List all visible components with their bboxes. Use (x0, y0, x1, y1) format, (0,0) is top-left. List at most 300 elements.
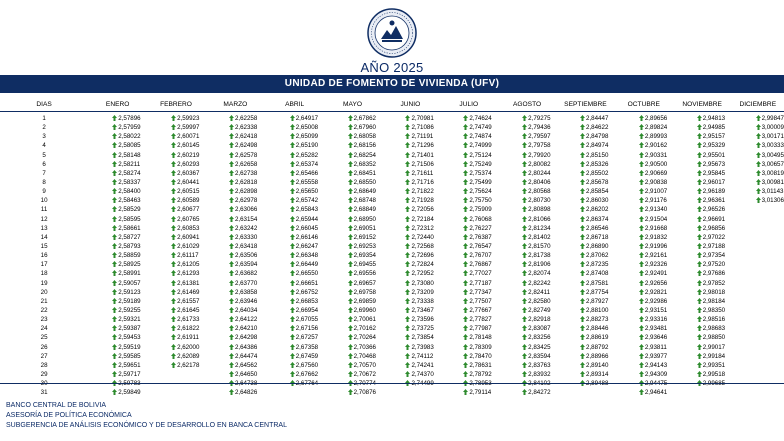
arrow-up-icon (405, 325, 410, 331)
arrow-up-icon (522, 353, 527, 359)
ufv-value: 2,74112 (411, 352, 434, 360)
ufv-cell (498, 288, 556, 297)
ufv-value-cell (266, 188, 318, 195)
ufv-value: 2,96017 (702, 179, 726, 187)
ufv-cell (205, 306, 266, 315)
ufv-value: 2,91668 (644, 224, 668, 232)
ufv-value-cell (205, 133, 257, 140)
arrow-up-icon (697, 234, 702, 240)
ufv-cell (88, 251, 147, 260)
ufv-value-cell (88, 170, 140, 177)
ufv-cell (205, 343, 266, 352)
arrow-up-icon (290, 188, 295, 194)
ufv-value: 2,68156 (353, 142, 376, 150)
ufv-value: 2,83932 (528, 371, 551, 378)
arrow-up-icon (171, 225, 176, 231)
arrow-up-icon (639, 152, 644, 158)
ufv-value: 3,00009 (761, 124, 784, 132)
ufv-value: 2,69455 (353, 261, 376, 269)
ufv-value: 2,63242 (234, 224, 258, 232)
ufv-cell (266, 288, 324, 297)
arrow-up-icon (522, 270, 527, 276)
ufv-value-cell (439, 225, 491, 232)
ufv-value-cell (498, 206, 550, 213)
ufv-value-cell (615, 344, 667, 351)
arrow-up-icon (171, 152, 176, 158)
table-row (0, 279, 784, 288)
ufv-value-cell (324, 152, 376, 159)
ufv-cell (147, 233, 205, 242)
arrow-up-icon (697, 280, 702, 286)
ufv-value-cell (673, 170, 725, 177)
ufv-value-cell (205, 170, 257, 177)
arrow-up-icon (348, 225, 353, 231)
ufv-cell (205, 315, 266, 324)
ufv-value: 2,76867 (469, 261, 492, 269)
ufv-cell (205, 215, 266, 224)
arrow-up-icon (290, 161, 295, 167)
arrow-up-icon (580, 188, 585, 194)
arrow-up-icon (697, 152, 702, 158)
ufv-value: 2,96361 (702, 197, 726, 205)
arrow-up-icon (229, 252, 234, 258)
arrow-up-icon (405, 362, 410, 368)
ufv-value-cell (615, 133, 667, 140)
ufv-value: 2,70366 (353, 343, 376, 351)
ufv-value: 2,68748 (353, 197, 376, 205)
ufv-cell (498, 141, 556, 150)
ufv-value: 2,75249 (469, 160, 492, 168)
ufv-value: 2,84622 (586, 124, 609, 132)
ufv-value: 2,68649 (353, 188, 376, 196)
ufv-cell (324, 260, 382, 269)
day-number: 11 (40, 206, 48, 214)
ufv-value-cell (615, 316, 667, 323)
arrow-up-icon (463, 234, 468, 240)
ufv-value: 2,66449 (295, 261, 319, 269)
ufv-cell (732, 251, 784, 260)
arrow-up-icon (463, 206, 468, 212)
ufv-value: 2,81234 (528, 224, 551, 232)
ufv-value: 2,62418 (234, 133, 258, 141)
ufv-cell (732, 324, 784, 333)
ufv-cell (498, 260, 556, 269)
ufv-value-cell (266, 362, 318, 369)
ufv-value: 2,58211 (118, 160, 141, 168)
ufv-value: 2,77027 (469, 270, 492, 278)
ufv-cell (615, 205, 673, 214)
table-row (0, 297, 784, 306)
ufv-cell (324, 269, 382, 278)
ufv-value-cell (88, 142, 140, 149)
arrow-up-icon (348, 270, 353, 276)
ufv-cell (439, 169, 498, 178)
ufv-value: 2,85326 (586, 160, 609, 168)
ufv-value: 2,81066 (528, 215, 551, 223)
ufv-cell (556, 269, 615, 278)
ufv-cell (439, 297, 498, 306)
ufv-value: 2,70162 (353, 325, 376, 333)
ufv-value-cell (147, 188, 199, 195)
arrow-up-icon (348, 124, 353, 130)
ufv-value: 2,86202 (586, 206, 609, 214)
ufv-cell (205, 151, 266, 160)
ufv-value: 2,82580 (528, 297, 551, 305)
arrow-up-icon (639, 142, 644, 148)
ufv-value-cell (556, 307, 608, 314)
ufv-value: 2,86890 (586, 243, 609, 251)
arrow-up-icon (348, 371, 353, 377)
ufv-value: 2,62498 (234, 142, 258, 150)
ufv-cell (732, 169, 784, 178)
ufv-cell (381, 324, 439, 333)
day-number: 18 (40, 270, 48, 278)
ufv-cell (147, 361, 205, 370)
table-row (0, 196, 784, 205)
ufv-cell (439, 141, 498, 150)
ufv-value: 2,78470 (469, 352, 492, 360)
arrow-up-icon (697, 344, 702, 350)
ufv-value: 2,67156 (295, 325, 319, 333)
arrow-up-icon (522, 307, 527, 313)
ufv-value: 2,84272 (528, 389, 551, 397)
arrow-up-icon (756, 161, 761, 167)
ufv-value: 2,61645 (177, 307, 200, 315)
ufv-value-cell (266, 270, 318, 277)
arrow-up-icon (697, 225, 702, 231)
ufv-cell (439, 288, 498, 297)
ufv-value: 2,87754 (586, 288, 609, 296)
ufv-cell (556, 343, 615, 352)
arrow-up-icon (580, 289, 585, 295)
ufv-cell (732, 269, 784, 278)
ufv-cell (615, 361, 673, 370)
arrow-up-icon (756, 197, 761, 203)
arrow-up-icon (348, 334, 353, 340)
ufv-value-cell (205, 179, 257, 186)
ufv-value-cell (381, 316, 433, 323)
ufv-value: 2,96189 (702, 188, 726, 196)
arrow-up-icon (697, 298, 702, 304)
ufv-value: 2,91176 (644, 197, 667, 205)
day-number: 13 (40, 224, 48, 232)
ufv-cell (615, 242, 673, 251)
day-number: 21 (40, 297, 48, 305)
ufv-value-cell (88, 270, 140, 277)
arrow-up-icon (112, 243, 117, 249)
ufv-cell (205, 196, 266, 205)
arrow-up-icon (112, 289, 117, 295)
ufv-value: 2,84798 (586, 133, 609, 141)
ufv-cell (556, 242, 615, 251)
ufv-cell (205, 112, 266, 124)
ufv-cell (88, 224, 147, 233)
ufv-value-cell (88, 161, 140, 168)
arrow-up-icon (405, 298, 410, 304)
arrow-up-icon (580, 216, 585, 222)
ufv-cell (498, 315, 556, 324)
arrow-up-icon (580, 307, 585, 313)
table-row (0, 132, 784, 141)
ufv-value-cell (205, 161, 257, 168)
ufv-value: 2,87408 (586, 270, 609, 278)
ufv-value-cell (324, 252, 376, 259)
ufv-value: 2,89140 (586, 361, 609, 369)
ufv-value: 2,65558 (295, 179, 319, 187)
ufv-value-cell (147, 270, 199, 277)
ufv-value-cell (556, 188, 608, 195)
ufv-value-cell (615, 142, 667, 149)
ufv-value: 2,63682 (234, 270, 258, 278)
arrow-up-icon (290, 179, 295, 185)
ufv-value: 3,01143 (761, 188, 784, 196)
arrow-up-icon (522, 152, 527, 158)
arrow-up-icon (290, 280, 295, 286)
ufv-value-cell (324, 316, 376, 323)
ufv-cell (498, 123, 556, 132)
arrow-up-icon (580, 124, 585, 130)
arrow-up-icon (229, 270, 234, 276)
ufv-value-cell (266, 344, 318, 351)
table-row (0, 123, 784, 132)
arrow-up-icon (171, 270, 176, 276)
ufv-value-cell (147, 170, 199, 177)
day-number: 15 (40, 243, 48, 251)
ufv-cell (381, 333, 439, 342)
ufv-value: 2,81738 (528, 252, 551, 260)
arrow-up-icon (522, 344, 527, 350)
ufv-value-cell (615, 289, 667, 296)
arrow-up-icon (112, 389, 117, 395)
ufv-value-cell (88, 362, 140, 369)
ufv-value: 2,97022 (702, 233, 726, 241)
ufv-value-cell (88, 307, 140, 314)
ufv-cell (147, 169, 205, 178)
arrow-up-icon (639, 325, 644, 331)
ufv-cell (324, 306, 382, 315)
ufv-cell (266, 315, 324, 324)
arrow-up-icon (290, 206, 295, 212)
ufv-value: 2,85678 (586, 179, 609, 187)
ufv-cell (381, 151, 439, 160)
ufv-cell (266, 260, 324, 269)
ufv-cell (324, 205, 382, 214)
ufv-value: 2,74624 (469, 115, 492, 123)
ufv-value: 2,99847 (761, 115, 784, 123)
ufv-value-cell (732, 170, 784, 177)
ufv-value: 2,59321 (118, 316, 141, 324)
ufv-value: 2,67257 (295, 334, 319, 342)
ufv-value-cell (381, 353, 433, 360)
ufv-value: 2,98683 (702, 325, 726, 333)
ufv-value-cell (439, 252, 491, 259)
ufv-value: 2,60219 (177, 151, 200, 159)
arrow-up-icon (522, 316, 527, 322)
ufv-value: 2,58148 (118, 151, 141, 159)
ufv-cell (381, 215, 439, 224)
ufv-value-cell (615, 206, 667, 213)
ufv-cell (324, 224, 382, 233)
ufv-cell (556, 361, 615, 370)
ufv-value-cell (324, 170, 376, 177)
ufv-value-cell (498, 216, 550, 223)
ufv-value: 2,58661 (118, 224, 141, 232)
ufv-cell (732, 242, 784, 251)
arrow-up-icon (697, 170, 702, 176)
ufv-cell (147, 123, 205, 132)
ufv-value: 2,89993 (644, 133, 668, 141)
ufv-value-cell (498, 234, 550, 241)
ufv-value-cell (498, 289, 550, 296)
arrow-up-icon (697, 362, 702, 368)
ufv-cell (324, 196, 382, 205)
arrow-up-icon (112, 371, 117, 377)
month-header-11: DICIEMBRE (732, 98, 784, 112)
ufv-cell (556, 205, 615, 214)
ufv-value-cell (266, 307, 318, 314)
ufv-value-cell (673, 353, 725, 360)
ufv-value: 2,58595 (118, 215, 141, 223)
ufv-value: 2,93481 (644, 325, 668, 333)
ufv-value-cell (205, 270, 257, 277)
ufv-value: 2,70672 (353, 371, 376, 378)
ufv-value: 2,78792 (469, 371, 492, 378)
ufv-cell (205, 324, 266, 333)
arrow-up-icon (290, 234, 295, 240)
ufv-cell (498, 324, 556, 333)
ufv-value: 2,66247 (295, 243, 319, 251)
ufv-cell (205, 352, 266, 361)
ufv-value: 2,67459 (295, 352, 319, 360)
ufv-value-cell (266, 280, 318, 287)
ufv-value: 2,79114 (469, 389, 492, 397)
ufv-cell (88, 388, 147, 397)
ufv-value-cell (498, 353, 550, 360)
ufv-value-cell (615, 353, 667, 360)
ufv-value: 2,86546 (586, 224, 609, 232)
ufv-value-cell (556, 289, 608, 296)
ufv-value-cell (205, 115, 257, 122)
ufv-value-cell (205, 188, 257, 195)
arrow-up-icon (290, 307, 295, 313)
ufv-value-cell (381, 124, 433, 131)
ufv-value-cell (266, 216, 318, 223)
ufv-value: 2,71611 (411, 169, 434, 177)
arrow-up-icon (112, 161, 117, 167)
ufv-cell (147, 315, 205, 324)
ufv-value-cell (498, 389, 550, 396)
ufv-cell (673, 333, 732, 342)
ufv-value-cell (673, 188, 725, 195)
ufv-cell (556, 288, 615, 297)
ufv-value-cell (147, 362, 199, 369)
ufv-cell (205, 123, 266, 132)
arrow-up-icon (522, 261, 527, 267)
ufv-cell (381, 123, 439, 132)
table-row (0, 269, 784, 278)
arrow-up-icon (112, 142, 117, 148)
ufv-cell (732, 352, 784, 361)
arrow-up-icon (697, 161, 702, 167)
ufv-cell (615, 141, 673, 150)
ufv-value: 2,65944 (295, 215, 319, 223)
arrow-up-icon (229, 124, 234, 130)
ufv-cell (439, 269, 498, 278)
arrow-up-icon (639, 344, 644, 350)
ufv-value: 2,91504 (644, 215, 668, 223)
ufv-cell (324, 187, 382, 196)
arrow-up-icon (580, 179, 585, 185)
arrow-up-icon (112, 170, 117, 176)
ufv-value-cell (381, 234, 433, 241)
ufv-value: 2,60293 (177, 160, 200, 168)
ufv-value-cell (266, 152, 318, 159)
ufv-value: 2,67358 (295, 343, 319, 351)
ufv-cell (147, 112, 205, 124)
ufv-value-cell (498, 142, 550, 149)
arrow-up-icon (348, 280, 353, 286)
ufv-value: 2,68058 (353, 133, 376, 141)
ufv-value: 2,66954 (295, 307, 319, 315)
ufv-value-cell (147, 316, 199, 323)
arrow-up-icon (405, 344, 410, 350)
ufv-value: 2,95329 (702, 142, 726, 150)
arrow-up-icon (639, 280, 644, 286)
arrow-up-icon (171, 325, 176, 331)
ufv-cell (88, 333, 147, 342)
ufv-value-cell (673, 252, 725, 259)
ufv-cell (556, 141, 615, 150)
ufv-cell (381, 279, 439, 288)
ufv-value: 2,72312 (411, 224, 434, 232)
ufv-value: 2,64210 (234, 325, 258, 333)
ufv-value: 2,64826 (234, 389, 258, 397)
arrow-up-icon (580, 353, 585, 359)
arrow-up-icon (229, 216, 234, 222)
ufv-cell (615, 352, 673, 361)
arrow-up-icon (639, 234, 644, 240)
ufv-value: 2,60367 (177, 169, 200, 177)
arrow-up-icon (639, 188, 644, 194)
ufv-value-cell (205, 371, 257, 378)
table-row (0, 324, 784, 333)
ufv-cell (205, 288, 266, 297)
arrow-up-icon (229, 142, 234, 148)
ufv-value-cell (439, 234, 491, 241)
arrow-up-icon (171, 161, 176, 167)
ufv-value: 2,63154 (234, 215, 258, 223)
arrow-up-icon (522, 325, 527, 331)
ufv-value: 2,63330 (234, 233, 258, 241)
ufv-value: 2,80568 (528, 188, 551, 196)
ufv-cell (205, 160, 266, 169)
day-number: 20 (40, 288, 48, 296)
ufv-cell (673, 370, 732, 379)
arrow-up-icon (290, 353, 295, 359)
ufv-value: 2,88100 (586, 307, 609, 315)
ufv-value: 2,58727 (118, 233, 141, 241)
arrow-up-icon (697, 216, 702, 222)
arrow-up-icon (229, 289, 234, 295)
arrow-up-icon (463, 325, 468, 331)
ufv-value: 2,72952 (411, 270, 434, 278)
ufv-value-cell (556, 362, 608, 369)
ufv-cell (266, 160, 324, 169)
ufv-cell (615, 123, 673, 132)
ufv-cell (498, 132, 556, 141)
ufv-value: 2,65650 (295, 188, 319, 196)
table-row (0, 388, 784, 397)
